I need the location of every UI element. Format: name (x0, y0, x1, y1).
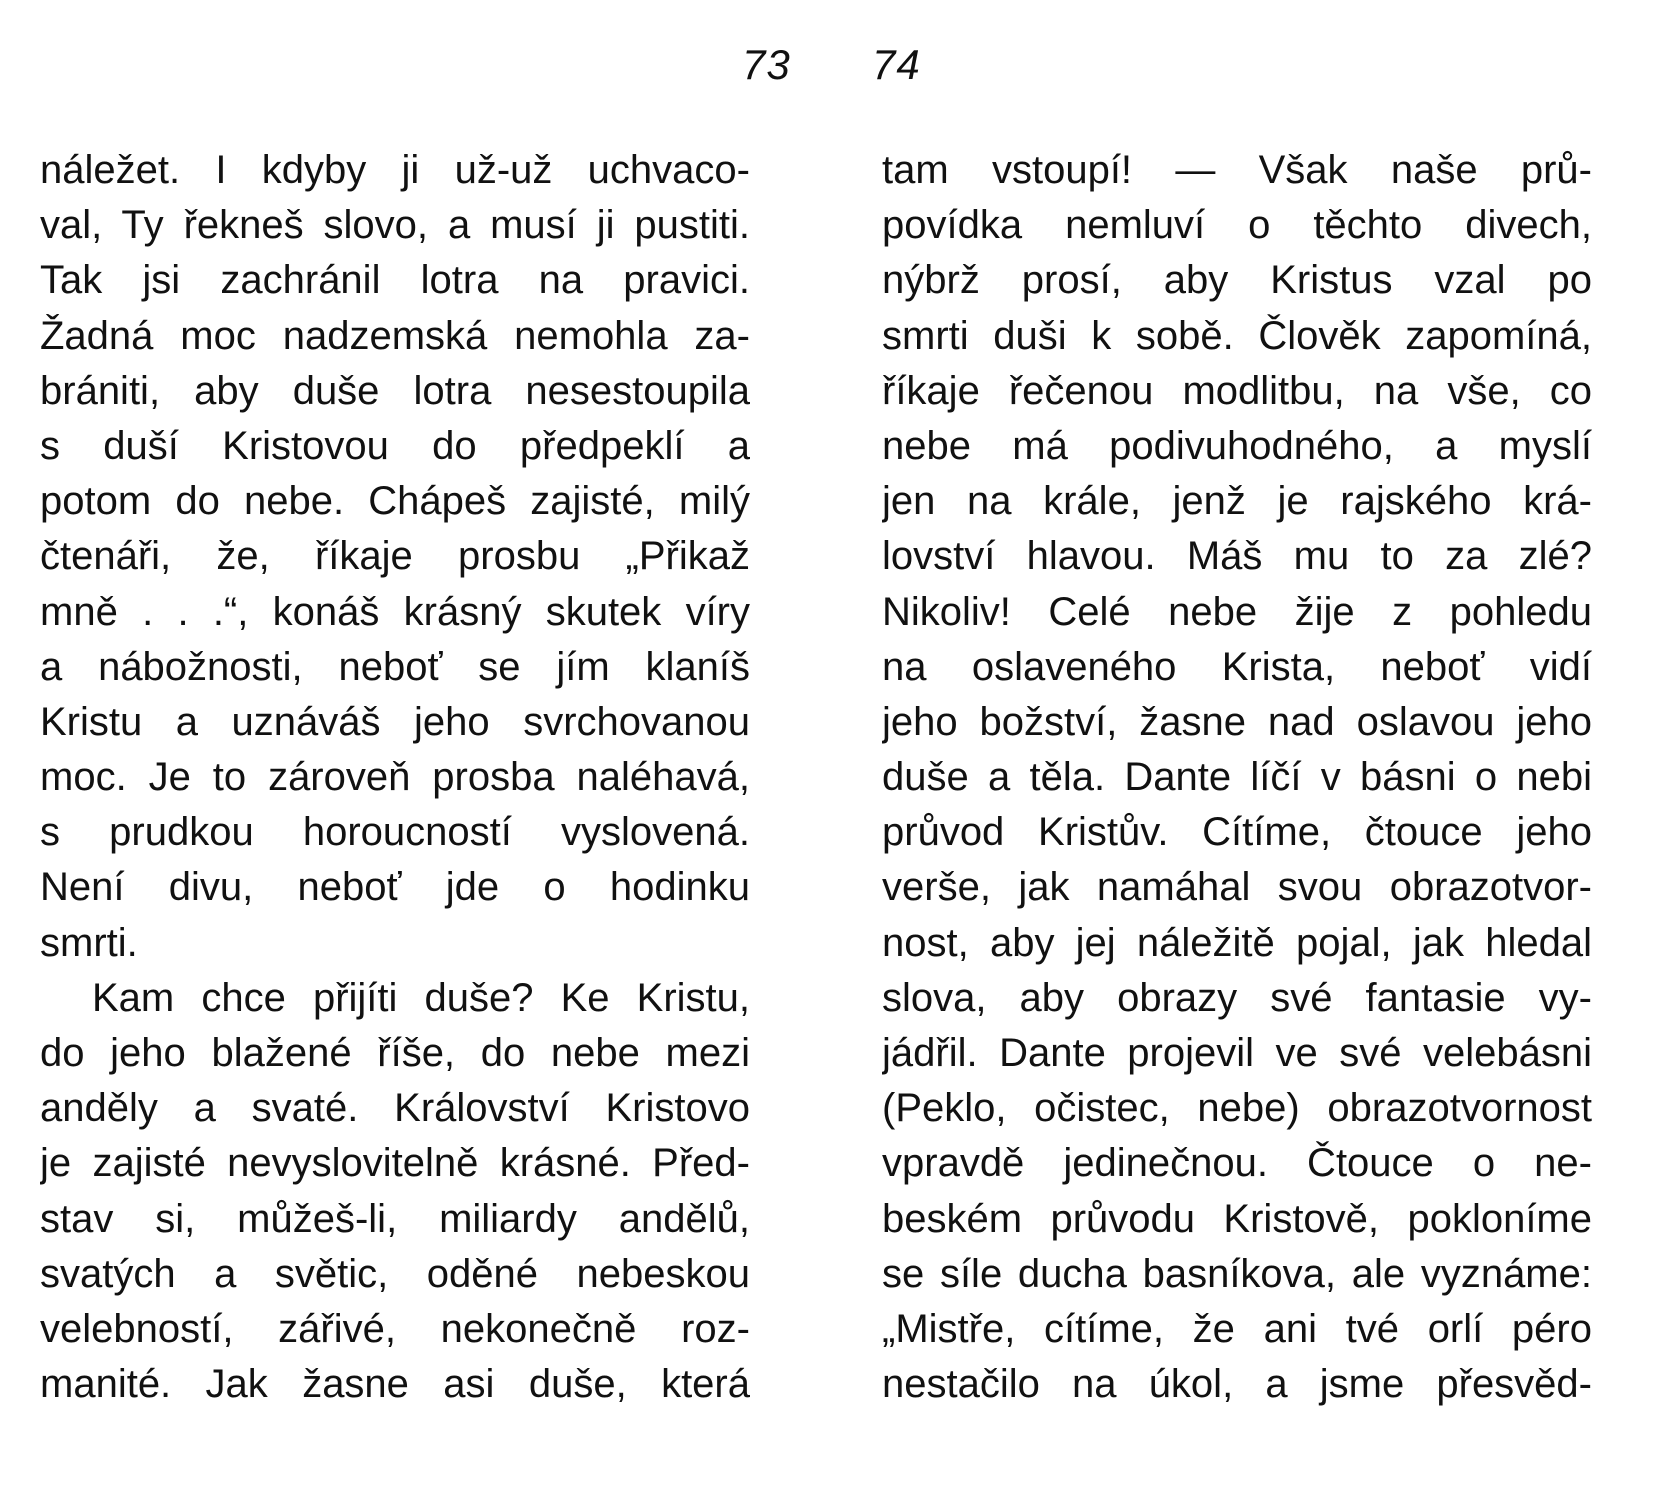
right-page-text-line: smrti duši k sobě. Člověk zapomíná, (882, 313, 1592, 358)
left-page-text-line: Není divu, neboť jde o hodinku (40, 865, 750, 910)
right-page-text-line: slova, aby obrazy své fantasie vy- (882, 975, 1592, 1020)
right-page-text-line: nýbrž prosí, aby Kristus vzal po (882, 258, 1592, 303)
left-page-text-line: Tak jsi zachránil lotra na pravici. (40, 258, 750, 303)
right-page-text-line: tam vstoupí! — Však naše prů- (882, 148, 1592, 192)
left-page-text-line: smrti. (40, 920, 138, 965)
right-page-text-line: říkaje řečenou modlitbu, na vše, co (882, 368, 1592, 413)
page-number-left: 73 (742, 41, 791, 88)
right-page-text-line: nost, aby jej náležitě pojal, jak hledal (882, 920, 1592, 965)
left-page-text-line: Kristu a uznáváš jeho svrchovanou (40, 699, 750, 744)
left-page-text-line: s duší Kristovou do předpeklí a (40, 423, 750, 468)
right-page-text-line: Nikoliv! Celé nebe žije z pohledu (882, 589, 1592, 634)
right-page-text-line: povídka nemluví o těchto divech, (882, 203, 1592, 248)
left-page-text-line: moc. Je to zároveň prosba naléhavá, (40, 755, 750, 800)
right-page-text-line: nestačilo na úkol, a jsme přesvěd- (882, 1362, 1592, 1407)
right-page-text-line: jeho božství, žasne nad oslavou jeho (882, 699, 1592, 744)
right-page-text-line: jádřil. Dante projevil ve své velebásni (882, 1031, 1592, 1075)
left-page-text-line: velebností, zářivé, nekonečně roz- (40, 1306, 750, 1351)
right-page-text-line: se síle ducha basníkova, ale vyznáme: (882, 1251, 1592, 1296)
left-page-text-line: manité. Jak žasne asi duše, která (40, 1362, 750, 1407)
right-page-text-line: průvod Kristův. Cítíme, čtouce jeho (882, 810, 1592, 855)
left-page-text-line: náležet. I kdyby ji už-už uchvaco- (40, 148, 750, 192)
page-number-right: 74 (872, 41, 921, 88)
left-page-text-line: svatých a světic, oděné nebeskou (40, 1251, 750, 1296)
left-page-text-line: do jeho blažené říše, do nebe mezi (40, 1031, 750, 1075)
left-page-text-line: Kam chce přijíti duše? Ke Kristu, (92, 975, 750, 1020)
right-page-text-line: duše a těla. Dante líčí v básni o nebi (882, 755, 1592, 800)
right-page-text-line: na oslaveného Krista, neboť vidí (882, 644, 1592, 689)
right-page-text-line: „Mistře, cítíme, že ani tvé orlí péro (882, 1306, 1592, 1351)
left-page-text-line: je zajisté nevyslovitelně krásné. Před- (40, 1141, 750, 1186)
left-page-text-line: brániti, aby duše lotra nesestoupila (40, 368, 750, 413)
right-page-text-line: (Peklo, očistec, nebe) obrazotvornost (882, 1086, 1592, 1131)
left-page-text-line: a nábožnosti, neboť se jím klaníš (40, 644, 750, 689)
right-page-text-line: vpravdě jedinečnou. Čtouce o ne- (882, 1141, 1592, 1186)
left-page-text (40, 143, 750, 1412)
left-page-text-line: anděly a svaté. Království Kristovo (40, 1086, 750, 1131)
left-page-text-line: čtenáři, že, říkaje prosbu „Přikaž (40, 534, 750, 579)
left-page-text-line: stav si, můžeš-li, miliardy andělů, (40, 1196, 750, 1241)
right-page-text (882, 143, 1592, 1412)
right-page-text-line: lovství hlavou. Máš mu to za zlé? (882, 534, 1592, 579)
left-page-text-line: s prudkou horoucností vyslovená. (40, 810, 750, 855)
left-page-text-line: potom do nebe. Chápeš zajisté, milý (40, 479, 750, 524)
right-page-text-line: jen na krále, jenž je rajského krá- (882, 479, 1592, 524)
left-page-text-line: mně . . .“, konáš krásný skutek víry (40, 589, 750, 634)
left-page-text-line: Žadná moc nadzemská nemohla za- (40, 313, 750, 358)
right-page-text-line: verše, jak namáhal svou obrazotvor- (882, 865, 1592, 910)
right-page-text-line: beském průvodu Kristově, pokloníme (882, 1196, 1592, 1241)
left-page-text-line: val, Ty řekneš slovo, a musí ji pustiti. (40, 203, 750, 248)
right-page-text-line: nebe má podivuhodného, a myslí (882, 423, 1592, 468)
